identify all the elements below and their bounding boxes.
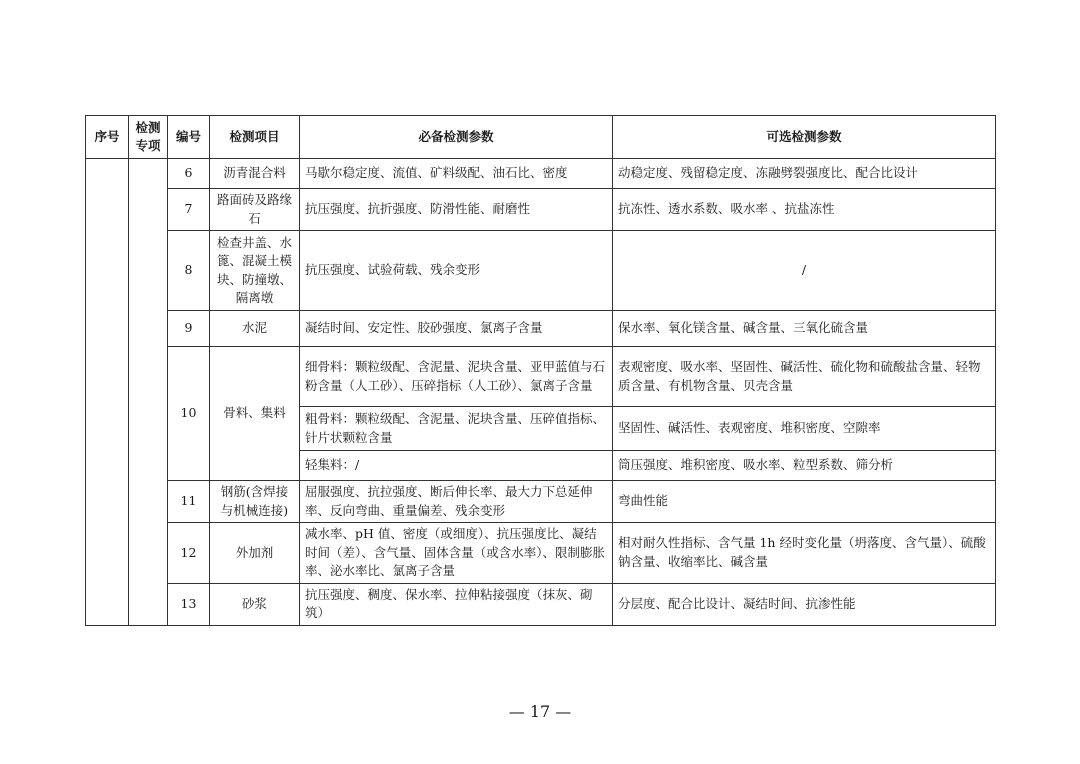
item-cell: 检查井盖、水篦、混凝土模块、防撞墩、隔离墩 — [210, 231, 300, 311]
header-required: 必备检测参数 — [300, 116, 613, 159]
required-cell: 细骨料：颗粒级配、含泥量、泥块含量、亚甲蓝值与石粉含量（人工砂）、压碎指标（人工砂）、氯离子含量 — [300, 347, 613, 407]
required-cell: 抗压强度、试验荷载、残余变形 — [300, 231, 613, 311]
code-cell: 7 — [168, 189, 210, 231]
item-cell: 水泥 — [210, 311, 300, 347]
table-row — [86, 347, 996, 407]
table-row — [86, 311, 996, 347]
optional-cell: 表观密度、吸水率、坚固性、碱活性、硫化物和硫酸盐含量、轻物质含量、有机物含量、贝壳含量 — [613, 347, 996, 407]
header-category: 检测专项 — [129, 116, 168, 159]
header-seq: 序号 — [86, 116, 129, 159]
item-cell: 沥青混合料 — [210, 159, 300, 189]
code-cell: 10 — [168, 347, 210, 481]
code-cell: 6 — [168, 159, 210, 189]
table-row — [86, 231, 996, 311]
item-cell: 钢筋(含焊接与机械连接) — [210, 481, 300, 523]
header-optional: 可选检测参数 — [613, 116, 996, 159]
item-cell: 路面砖及路缘石 — [210, 189, 300, 231]
item-cell: 骨料、集料 — [210, 347, 300, 481]
header-code: 编号 — [168, 116, 210, 159]
optional-cell: 分层度、配合比设计、凝结时间、抗渗性能 — [613, 583, 996, 625]
code-cell: 13 — [168, 583, 210, 625]
optional-cell: 筒压强度、堆积密度、吸水率、粒型系数、筛分析 — [613, 451, 996, 481]
code-cell: 8 — [168, 231, 210, 311]
required-cell: 抗压强度、稠度、保水率、拉伸粘接强度（抹灰、砌筑） — [300, 583, 613, 625]
required-cell: 粗骨料：颗粒级配、含泥量、泥块含量、压碎值指标、针片状颗粒含量 — [300, 407, 613, 451]
item-cell: 砂浆 — [210, 583, 300, 625]
optional-cell: 弯曲性能 — [613, 481, 996, 523]
required-cell: 减水率、pH 值、密度（或细度）、抗压强度比、凝结时间（差）、含气量、固体含量（或含水率）、限制膨胀率、泌水率比、氯离子含量 — [300, 523, 613, 584]
required-cell: 凝结时间、安定性、胶砂强度、氯离子含量 — [300, 311, 613, 347]
optional-cell: 动稳定度、残留稳定度、冻融劈裂强度比、配合比设计 — [613, 159, 996, 189]
optional-cell: 相对耐久性指标、含气量 1h 经时变化量（坍落度、含气量）、硫酸钠含量、收缩率比、碱含量 — [613, 523, 996, 584]
table-row — [86, 481, 996, 523]
parameter-table — [85, 115, 996, 626]
optional-cell: 保水率、氧化镁含量、碱含量、三氧化硫含量 — [613, 311, 996, 347]
table-row — [86, 583, 996, 625]
required-cell: 屈服强度、抗拉强度、断后伸长率、最大力下总延伸率、反向弯曲、重量偏差、残余变形 — [300, 481, 613, 523]
seq-cell — [86, 159, 129, 626]
table-row — [86, 159, 996, 189]
header-item: 检测项目 — [210, 116, 300, 159]
required-cell: 轻集料：/ — [300, 451, 613, 481]
optional-cell: / — [613, 231, 996, 311]
optional-cell: 坚固性、碱活性、表观密度、堆积密度、空隙率 — [613, 407, 996, 451]
required-cell: 马歇尔稳定度、流值、矿料级配、油石比、密度 — [300, 159, 613, 189]
category-cell — [129, 159, 168, 626]
page-number: — 17 — — [508, 702, 572, 721]
optional-cell: 抗冻性、透水系数、吸水率 、抗盐冻性 — [613, 189, 996, 231]
table-header-row — [86, 116, 996, 159]
code-cell: 9 — [168, 311, 210, 347]
required-cell: 抗压强度、抗折强度、防滑性能、耐磨性 — [300, 189, 613, 231]
table-row — [86, 189, 996, 231]
table-row — [86, 523, 996, 584]
code-cell: 12 — [168, 523, 210, 584]
code-cell: 11 — [168, 481, 210, 523]
item-cell: 外加剂 — [210, 523, 300, 584]
